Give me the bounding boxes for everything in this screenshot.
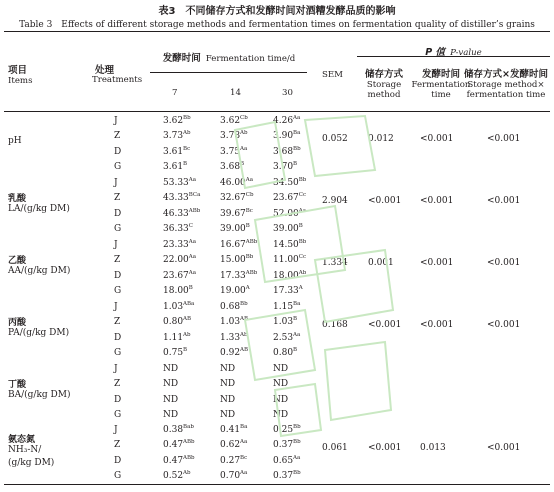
header-p-inter-en-1: Storage method×	[467, 80, 545, 90]
p-interaction-value: <0.001	[487, 196, 521, 207]
value-number: 3.68	[220, 162, 241, 173]
header-p-ferm-en-2: time	[431, 90, 451, 100]
value-number: 0.38	[163, 425, 184, 435]
bottom-rule	[4, 484, 550, 485]
value-number: 4.26	[273, 116, 294, 126]
p-interaction-value: <0.001	[487, 320, 521, 331]
value-number: 0.27	[220, 455, 241, 466]
value-number: 32.67	[220, 193, 246, 204]
value-number: 0.65	[273, 455, 294, 466]
value-cell	[220, 379, 235, 389]
value-significance-letters: Aa	[188, 239, 197, 245]
treatment-label: J	[114, 178, 118, 188]
value-significance-letters: B	[293, 161, 298, 168]
header-pvalue	[357, 40, 550, 59]
p-interaction-value: <0.001	[487, 258, 521, 269]
value-number: 17.33	[220, 270, 246, 281]
value-cell	[163, 440, 195, 450]
value-cell	[273, 348, 297, 358]
value-number: 0.62	[220, 440, 241, 451]
header-treat-zh: 处理	[95, 65, 115, 76]
value-cell	[273, 317, 297, 327]
value-number: 15.00	[220, 255, 246, 266]
value-number: 0.70	[220, 471, 241, 482]
value-significance-letters: B	[245, 223, 250, 230]
treatment-label: G	[114, 162, 122, 173]
value-number: ND	[273, 394, 289, 405]
value-number: 2.53	[273, 332, 294, 343]
value-cell	[273, 333, 300, 343]
value-cell	[163, 379, 178, 389]
value-number: 3.73	[163, 131, 184, 142]
value-cell	[163, 286, 193, 296]
value-number: ND	[220, 364, 236, 374]
value-number: 18.00	[273, 270, 299, 281]
value-cell	[163, 209, 200, 219]
value-number: 0.41	[220, 425, 241, 435]
value-significance-letters: Ab	[240, 331, 248, 338]
value-cell	[163, 271, 196, 281]
value-significance-letters: B	[183, 347, 188, 354]
header-ferm-zh: 发酵时间	[162, 53, 201, 64]
sem-value: 0.052	[322, 134, 348, 145]
item-label-en: LA/(g/kg DM)	[8, 204, 70, 215]
value-number: ND	[273, 379, 289, 390]
value-cell	[163, 131, 191, 141]
item-label-en: (g/kg DM)	[8, 457, 55, 468]
treatment-label: D	[114, 270, 122, 281]
item-label-zh: 氨态氮	[8, 434, 36, 445]
value-significance-letters: ABa	[183, 301, 195, 307]
value-cell	[163, 116, 191, 126]
value-number: 0.52	[163, 471, 184, 482]
top-rule	[4, 31, 550, 32]
value-number: ND	[163, 394, 179, 405]
value-number: 34.50	[273, 178, 299, 188]
value-number: 39.67	[220, 208, 246, 219]
header-ferm-en: Fermentation time/d	[205, 54, 296, 64]
value-significance-letters: B	[240, 161, 245, 168]
value-number: 1.33	[220, 332, 241, 343]
item-label-en: pH	[8, 135, 22, 146]
value-number: 14.50	[273, 240, 299, 250]
value-significance-letters: Ab	[183, 130, 191, 137]
sem-value: 0.168	[322, 320, 348, 331]
value-cell	[163, 471, 191, 481]
value-cell	[220, 224, 250, 234]
value-number: ND	[163, 379, 179, 390]
value-significance-letters: ABb	[183, 439, 195, 446]
header-ferm	[152, 46, 306, 65]
item-label-en: PA/(g/kg DM)	[8, 328, 70, 339]
value-number: 17.33	[273, 286, 299, 297]
value-number: 1.11	[163, 332, 184, 343]
treatment-label: Z	[114, 131, 121, 142]
value-significance-letters: Bb	[298, 177, 307, 183]
value-significance-letters: ABb	[245, 239, 258, 245]
value-cell	[163, 147, 190, 157]
value-significance-letters: B	[183, 161, 188, 168]
value-significance-letters: Aa	[298, 207, 307, 214]
value-number: 3.78	[220, 131, 241, 142]
value-cell	[163, 302, 194, 312]
value-cell	[273, 116, 300, 126]
p-ferm-value: <0.001	[420, 320, 454, 331]
value-number: 1.03	[220, 317, 241, 328]
value-cell	[273, 440, 301, 450]
value-cell	[220, 333, 248, 343]
value-significance-letters: Aa	[293, 454, 301, 461]
value-significance-letters: AB	[240, 316, 249, 323]
value-number: 46.00	[220, 178, 246, 188]
header-p-storage-zh: 储存方式	[364, 69, 403, 80]
value-number: ND	[220, 410, 236, 421]
treatment-label: G	[114, 224, 122, 235]
treatment-label: D	[114, 208, 122, 219]
value-significance-letters: Bb	[293, 439, 301, 446]
value-number: 3.70	[273, 162, 294, 173]
p-interaction-value: <0.001	[487, 443, 521, 454]
value-cell	[273, 224, 303, 234]
value-number: 36.33	[163, 224, 189, 235]
value-significance-letters: Ab	[240, 130, 248, 137]
value-significance-letters: Bc	[245, 207, 253, 214]
value-number: 0.75	[163, 348, 184, 359]
value-number: 0.68	[220, 302, 241, 312]
treatment-label: J	[114, 425, 118, 435]
value-significance-letters: Bb	[293, 145, 301, 152]
value-cell	[273, 131, 300, 141]
header-day-30: 30	[282, 88, 293, 98]
value-number: 0.47	[163, 440, 184, 451]
value-cell	[273, 456, 300, 466]
value-number: 3.61	[163, 162, 184, 173]
value-number: 23.67	[273, 193, 299, 204]
value-cell	[220, 456, 247, 466]
value-cell	[220, 425, 247, 435]
value-cell	[220, 193, 254, 203]
treatment-label: Z	[114, 379, 121, 390]
value-significance-letters: Ab	[298, 269, 307, 276]
value-significance-letters: Bc	[183, 145, 191, 152]
item-label-zh: 丁酸	[8, 380, 27, 391]
value-significance-letters: ABb	[188, 207, 201, 214]
treatment-label: Z	[114, 193, 121, 204]
header-p-ferm-en-1: Fermentation	[411, 80, 471, 90]
value-cell	[220, 471, 247, 481]
value-significance-letters: B	[293, 316, 298, 323]
item-label-en: BA/(g/kg DM)	[8, 390, 71, 401]
treatment-label: G	[114, 348, 122, 359]
value-significance-letters: Aa	[245, 177, 254, 183]
value-cell	[163, 348, 187, 358]
value-significance-letters: Aa	[293, 115, 301, 121]
value-number: 39.00	[273, 224, 299, 235]
value-significance-letters: Bb	[293, 470, 301, 477]
ferm-time-rule	[150, 72, 307, 73]
value-significance-letters: A	[298, 285, 303, 292]
value-significance-letters: Ab	[183, 470, 191, 477]
value-significance-letters: Cc	[298, 254, 307, 261]
header-p-inter-zh: 储存方式×发酵时间	[464, 69, 548, 80]
value-number: 3.61	[163, 146, 184, 157]
value-number: 3.68	[273, 146, 294, 157]
value-cell	[273, 302, 300, 312]
p-ferm-value: 0.013	[420, 443, 446, 454]
value-number: 0.80	[273, 348, 294, 359]
value-number: 3.62	[163, 116, 184, 126]
value-cell	[273, 410, 288, 420]
value-cell	[163, 193, 200, 203]
treatment-label: D	[114, 146, 122, 157]
value-cell	[220, 410, 235, 420]
value-cell	[220, 302, 248, 312]
value-cell	[273, 271, 306, 281]
value-significance-letters: AB	[240, 347, 249, 354]
value-number: 3.62	[220, 116, 241, 126]
value-significance-letters: Cb	[245, 192, 254, 199]
treatment-label: Z	[114, 255, 121, 266]
table-caption-en: Table 3 Effects of different storage methods and fermentation times on fermentation quality of distiller’s grains	[19, 20, 535, 30]
value-significance-letters: C	[188, 223, 193, 230]
value-significance-letters: Aa	[293, 331, 301, 338]
value-significance-letters: Bb	[293, 424, 301, 430]
value-number: 53.33	[163, 178, 189, 188]
value-cell	[273, 379, 288, 389]
value-number: 18.00	[163, 286, 189, 297]
value-cell	[220, 348, 248, 358]
value-cell	[220, 147, 247, 157]
sem-value: 1.334	[322, 258, 348, 269]
header-item-en: Items	[8, 76, 33, 86]
value-cell	[273, 255, 306, 265]
value-number: 0.92	[220, 348, 241, 359]
item-label-zh: 丙酸	[8, 318, 27, 329]
header-item-zh: 项目	[8, 65, 28, 76]
value-number: 1.03	[273, 317, 294, 328]
value-number: 3.90	[273, 131, 294, 142]
value-cell	[220, 395, 235, 405]
sem-value: 0.061	[322, 443, 348, 454]
value-cell	[163, 224, 193, 234]
value-significance-letters: Aa	[188, 254, 197, 261]
treatment-label: Z	[114, 440, 121, 451]
value-cell	[163, 178, 196, 188]
treatment-label: J	[114, 302, 118, 312]
value-cell	[273, 193, 306, 203]
value-cell	[220, 317, 248, 327]
value-number: 39.00	[220, 224, 246, 235]
p-ferm-value: <0.001	[420, 134, 454, 145]
value-number: 1.03	[163, 302, 184, 312]
value-significance-letters: B	[188, 285, 193, 292]
value-cell	[163, 425, 194, 435]
sem-value: 2.904	[322, 196, 348, 207]
value-cell	[220, 162, 244, 172]
value-significance-letters: AB	[183, 316, 192, 323]
treatment-label: J	[114, 116, 118, 126]
value-number: 22.00	[163, 255, 189, 266]
value-number: ND	[273, 410, 289, 421]
value-number: ND	[163, 364, 179, 374]
value-significance-letters: ABb	[245, 269, 258, 276]
value-significance-letters: A	[245, 285, 250, 292]
value-cell	[220, 271, 257, 281]
header-treat-en: Treatments	[92, 75, 143, 85]
value-number: 0.25	[273, 425, 294, 435]
header-sem: SEM	[322, 70, 343, 80]
value-significance-letters: Aa	[240, 439, 248, 446]
header-p-inter	[460, 66, 552, 100]
p-storage-value: <0.001	[368, 443, 402, 454]
header-p-storage-en-2: method	[367, 90, 401, 100]
item-label-en: AA/(g/kg DM)	[8, 266, 71, 277]
value-significance-letters: Aa	[188, 269, 197, 276]
value-number: 52.00	[273, 208, 299, 219]
value-cell	[163, 456, 195, 466]
value-cell	[273, 147, 301, 157]
value-significance-letters: Ba	[293, 301, 301, 307]
value-cell	[273, 240, 306, 250]
header-day-7: 7	[172, 88, 178, 98]
value-number: 0.80	[163, 317, 184, 328]
value-cell	[220, 255, 253, 265]
value-number: ND	[220, 379, 236, 390]
value-cell	[163, 240, 196, 250]
value-significance-letters: Aa	[240, 470, 248, 477]
treatment-label: J	[114, 364, 118, 374]
value-cell	[273, 395, 288, 405]
header-p-inter-en-2: fermentation time	[466, 90, 546, 100]
treatment-label: D	[114, 332, 122, 343]
item-label-zh: 乙酸	[8, 256, 27, 267]
value-cell	[220, 286, 250, 296]
header-p-ferm-zh: 发酵时间	[421, 69, 460, 80]
value-cell	[220, 178, 253, 188]
header-p-storage	[357, 66, 411, 100]
value-significance-letters: BCa	[188, 192, 201, 199]
value-number: 46.33	[163, 208, 189, 219]
value-number: ND	[273, 364, 289, 374]
value-number: 0.37	[273, 440, 294, 451]
treatment-label: Z	[114, 317, 121, 328]
value-significance-letters: B	[293, 347, 298, 354]
table-caption-zh: 表3 不同储存方式和发酵时间对酒糟发酵品质的影响	[158, 6, 396, 17]
value-cell	[163, 364, 178, 374]
item-label-zh: 乳酸	[8, 194, 27, 205]
value-cell	[220, 116, 248, 126]
header-bottom-rule	[4, 111, 550, 112]
treatment-label: D	[114, 394, 122, 405]
value-significance-letters: Ab	[183, 331, 191, 338]
p-ferm-value: <0.001	[420, 258, 454, 269]
p-interaction-value: <0.001	[487, 134, 521, 145]
value-cell	[220, 364, 235, 374]
value-cell	[163, 162, 187, 172]
value-significance-letters: Bb	[240, 301, 248, 307]
p-ferm-value: <0.001	[420, 196, 454, 207]
treatment-label: D	[114, 455, 122, 466]
value-cell	[273, 178, 306, 188]
value-significance-letters: Bc	[240, 454, 248, 461]
value-cell	[273, 162, 297, 172]
value-significance-letters: ABb	[183, 454, 195, 461]
value-cell	[273, 286, 303, 296]
value-significance-letters: Aa	[240, 145, 248, 152]
value-significance-letters: Cb	[240, 115, 248, 121]
value-number: 0.47	[163, 455, 184, 466]
p-storage-value: 0.012	[368, 134, 394, 145]
value-number: ND	[220, 394, 236, 405]
value-cell	[220, 440, 247, 450]
p-storage-value: 0.001	[368, 258, 394, 269]
value-cell	[273, 364, 288, 374]
header-p-storage-en-1: Storage	[366, 80, 402, 90]
value-number: 23.33	[163, 240, 189, 250]
item-label-en: NH₃-N/	[8, 444, 42, 455]
value-significance-letters: Bb	[183, 115, 191, 121]
value-cell	[163, 395, 178, 405]
value-number: 23.67	[163, 270, 189, 281]
value-cell	[273, 209, 306, 219]
p-storage-value: <0.001	[368, 196, 402, 207]
value-number: 11.00	[273, 255, 299, 266]
value-significance-letters: Ba	[240, 424, 248, 430]
value-cell	[163, 410, 178, 420]
treatment-label: J	[114, 240, 118, 250]
value-significance-letters: Cc	[298, 192, 307, 199]
value-number: 16.67	[220, 240, 246, 250]
value-number: 43.33	[163, 193, 189, 204]
value-number: 19.00	[220, 286, 246, 297]
value-number: ND	[163, 410, 179, 421]
value-number: 1.15	[273, 302, 294, 312]
header-pvalue-en: P-value	[450, 48, 482, 58]
p-storage-value: <0.001	[368, 320, 402, 331]
treatment-label: G	[114, 471, 122, 482]
value-cell	[220, 209, 253, 219]
header-day-14: 14	[230, 88, 241, 98]
value-number: 3.75	[220, 146, 241, 157]
value-cell	[273, 471, 301, 481]
value-cell	[273, 425, 301, 435]
value-significance-letters: Aa	[188, 177, 197, 183]
value-cell	[220, 131, 248, 141]
value-cell	[220, 240, 257, 250]
value-number: 0.37	[273, 471, 294, 482]
value-significance-letters: Bb	[298, 239, 307, 245]
treatment-label: G	[114, 410, 122, 421]
value-cell	[163, 255, 196, 265]
value-significance-letters: B	[298, 223, 303, 230]
treatment-label: G	[114, 286, 122, 297]
value-significance-letters: Bab	[183, 424, 194, 430]
value-cell	[163, 317, 191, 327]
header-pvalue-zh: P 值	[425, 47, 446, 58]
value-significance-letters: Bb	[245, 254, 254, 261]
value-significance-letters: Ba	[293, 130, 301, 137]
value-cell	[163, 333, 191, 343]
